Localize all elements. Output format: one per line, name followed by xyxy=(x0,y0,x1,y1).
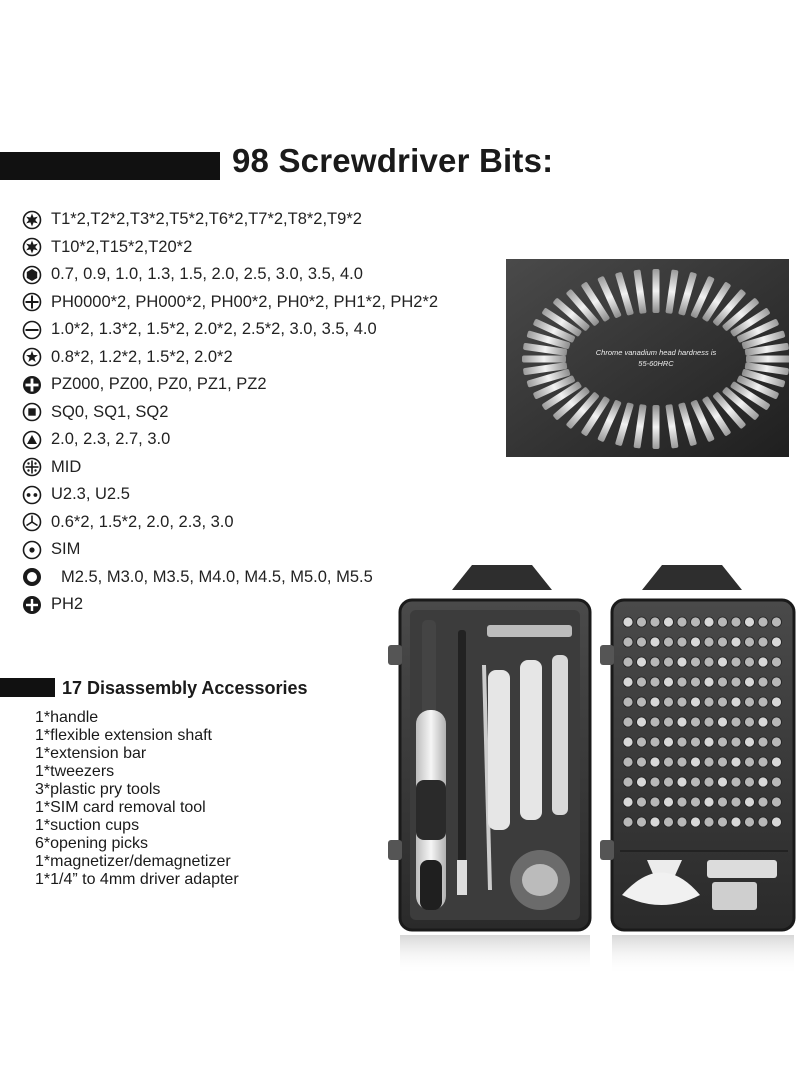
list-item: 1*magnetizer/demagnetizer xyxy=(35,853,231,870)
torx-star-icon xyxy=(22,210,42,230)
bit-row xyxy=(22,371,502,399)
bit-row xyxy=(22,481,502,509)
list-item: 3*plastic pry tools xyxy=(35,781,161,798)
bit-text: M2.5, M3.0, M3.5, M4.0, M4.5, M5.0, M5.5 xyxy=(61,567,373,586)
list-item: 1*tweezers xyxy=(35,763,115,780)
ph2-plus-icon xyxy=(22,595,42,615)
bit-row xyxy=(22,289,502,317)
bit-row xyxy=(22,344,502,372)
bit-text: T10*2,T15*2,T20*2 xyxy=(51,237,193,256)
sim-pin-icon xyxy=(22,540,42,560)
bit-text: 1.0*2, 1.3*2, 1.5*2, 2.0*2, 2.5*2, 3.0, 3.5, 4.0 xyxy=(51,320,377,339)
list-item: 1*extension bar xyxy=(35,745,147,762)
bit-text: T1*2,T2*2,T3*2,T5*2,T6*2,T7*2,T8*2,T9*2 xyxy=(51,210,362,229)
bit-row xyxy=(22,399,502,427)
bit-text: SQ0, SQ1, SQ2 xyxy=(51,402,169,421)
slotted-icon xyxy=(22,320,42,340)
triangle-drive-icon xyxy=(22,430,42,450)
torx-star-icon xyxy=(22,237,42,257)
bit-text: 0.8*2, 1.2*2, 1.5*2, 2.0*2 xyxy=(51,347,233,366)
bit-text: PH0000*2, PH000*2, PH00*2, PH0*2, PH1*2, PH2*2 xyxy=(51,292,439,311)
photo-caption-line2: 55-60HRC xyxy=(638,359,674,368)
page-title: 98 Screwdriver Bits: xyxy=(232,142,554,179)
mid-cross-icon xyxy=(22,457,42,477)
square-drive-icon xyxy=(22,402,42,422)
pozidriv-icon xyxy=(22,375,42,395)
bit-text: PZ000, PZ00, PZ0, PZ1, PZ2 xyxy=(51,375,267,394)
bit-row xyxy=(22,426,502,454)
hex-dot-icon xyxy=(22,265,42,285)
bit-row xyxy=(22,509,502,537)
list-item: 1*handle xyxy=(35,709,99,726)
list-item: 1*suction cups xyxy=(35,817,140,834)
accessories-title: 17 Disassembly Accessories xyxy=(62,678,308,698)
list-item: 1*1/4” to 4mm driver adapter xyxy=(35,871,239,888)
accessories-list xyxy=(35,709,239,889)
y-tri-wing-icon xyxy=(22,512,42,532)
bit-text: 0.7, 0.9, 1.0, 1.3, 1.5, 2.0, 2.5, 3.0, 3.5, 4.0 xyxy=(51,265,363,284)
pentalobe-star-icon xyxy=(22,347,42,367)
bit-row xyxy=(22,261,502,289)
bit-text: PH2 xyxy=(51,595,84,614)
bit-text: 2.0, 2.3, 2.7, 3.0 xyxy=(51,430,171,449)
photo-caption-line1: Chrome vanadium head hardness is xyxy=(595,348,717,357)
socket-ring-icon xyxy=(22,567,42,587)
title-bar-decoration xyxy=(0,152,220,180)
bit-row xyxy=(22,316,502,344)
list-item: 1*SIM card removal tool xyxy=(35,799,206,816)
list-item: 1*flexible extension shaft xyxy=(35,727,212,744)
bit-list xyxy=(22,206,502,619)
bit-text: MID xyxy=(51,457,82,476)
bit-row xyxy=(22,206,502,234)
toolkit-case-photo xyxy=(382,560,800,980)
bits-ring-photo xyxy=(506,259,789,457)
bit-text: SIM xyxy=(51,540,81,559)
list-item: 6*opening picks xyxy=(35,835,148,852)
accessories-bar-decoration xyxy=(0,678,55,697)
bit-text: U2.3, U2.5 xyxy=(51,485,130,504)
u-type-icon xyxy=(22,485,42,505)
bit-row xyxy=(22,234,502,262)
phillips-cross-icon xyxy=(22,292,42,312)
bit-text: 0.6*2, 1.5*2, 2.0, 2.3, 3.0 xyxy=(51,512,234,531)
bit-row xyxy=(22,454,502,482)
